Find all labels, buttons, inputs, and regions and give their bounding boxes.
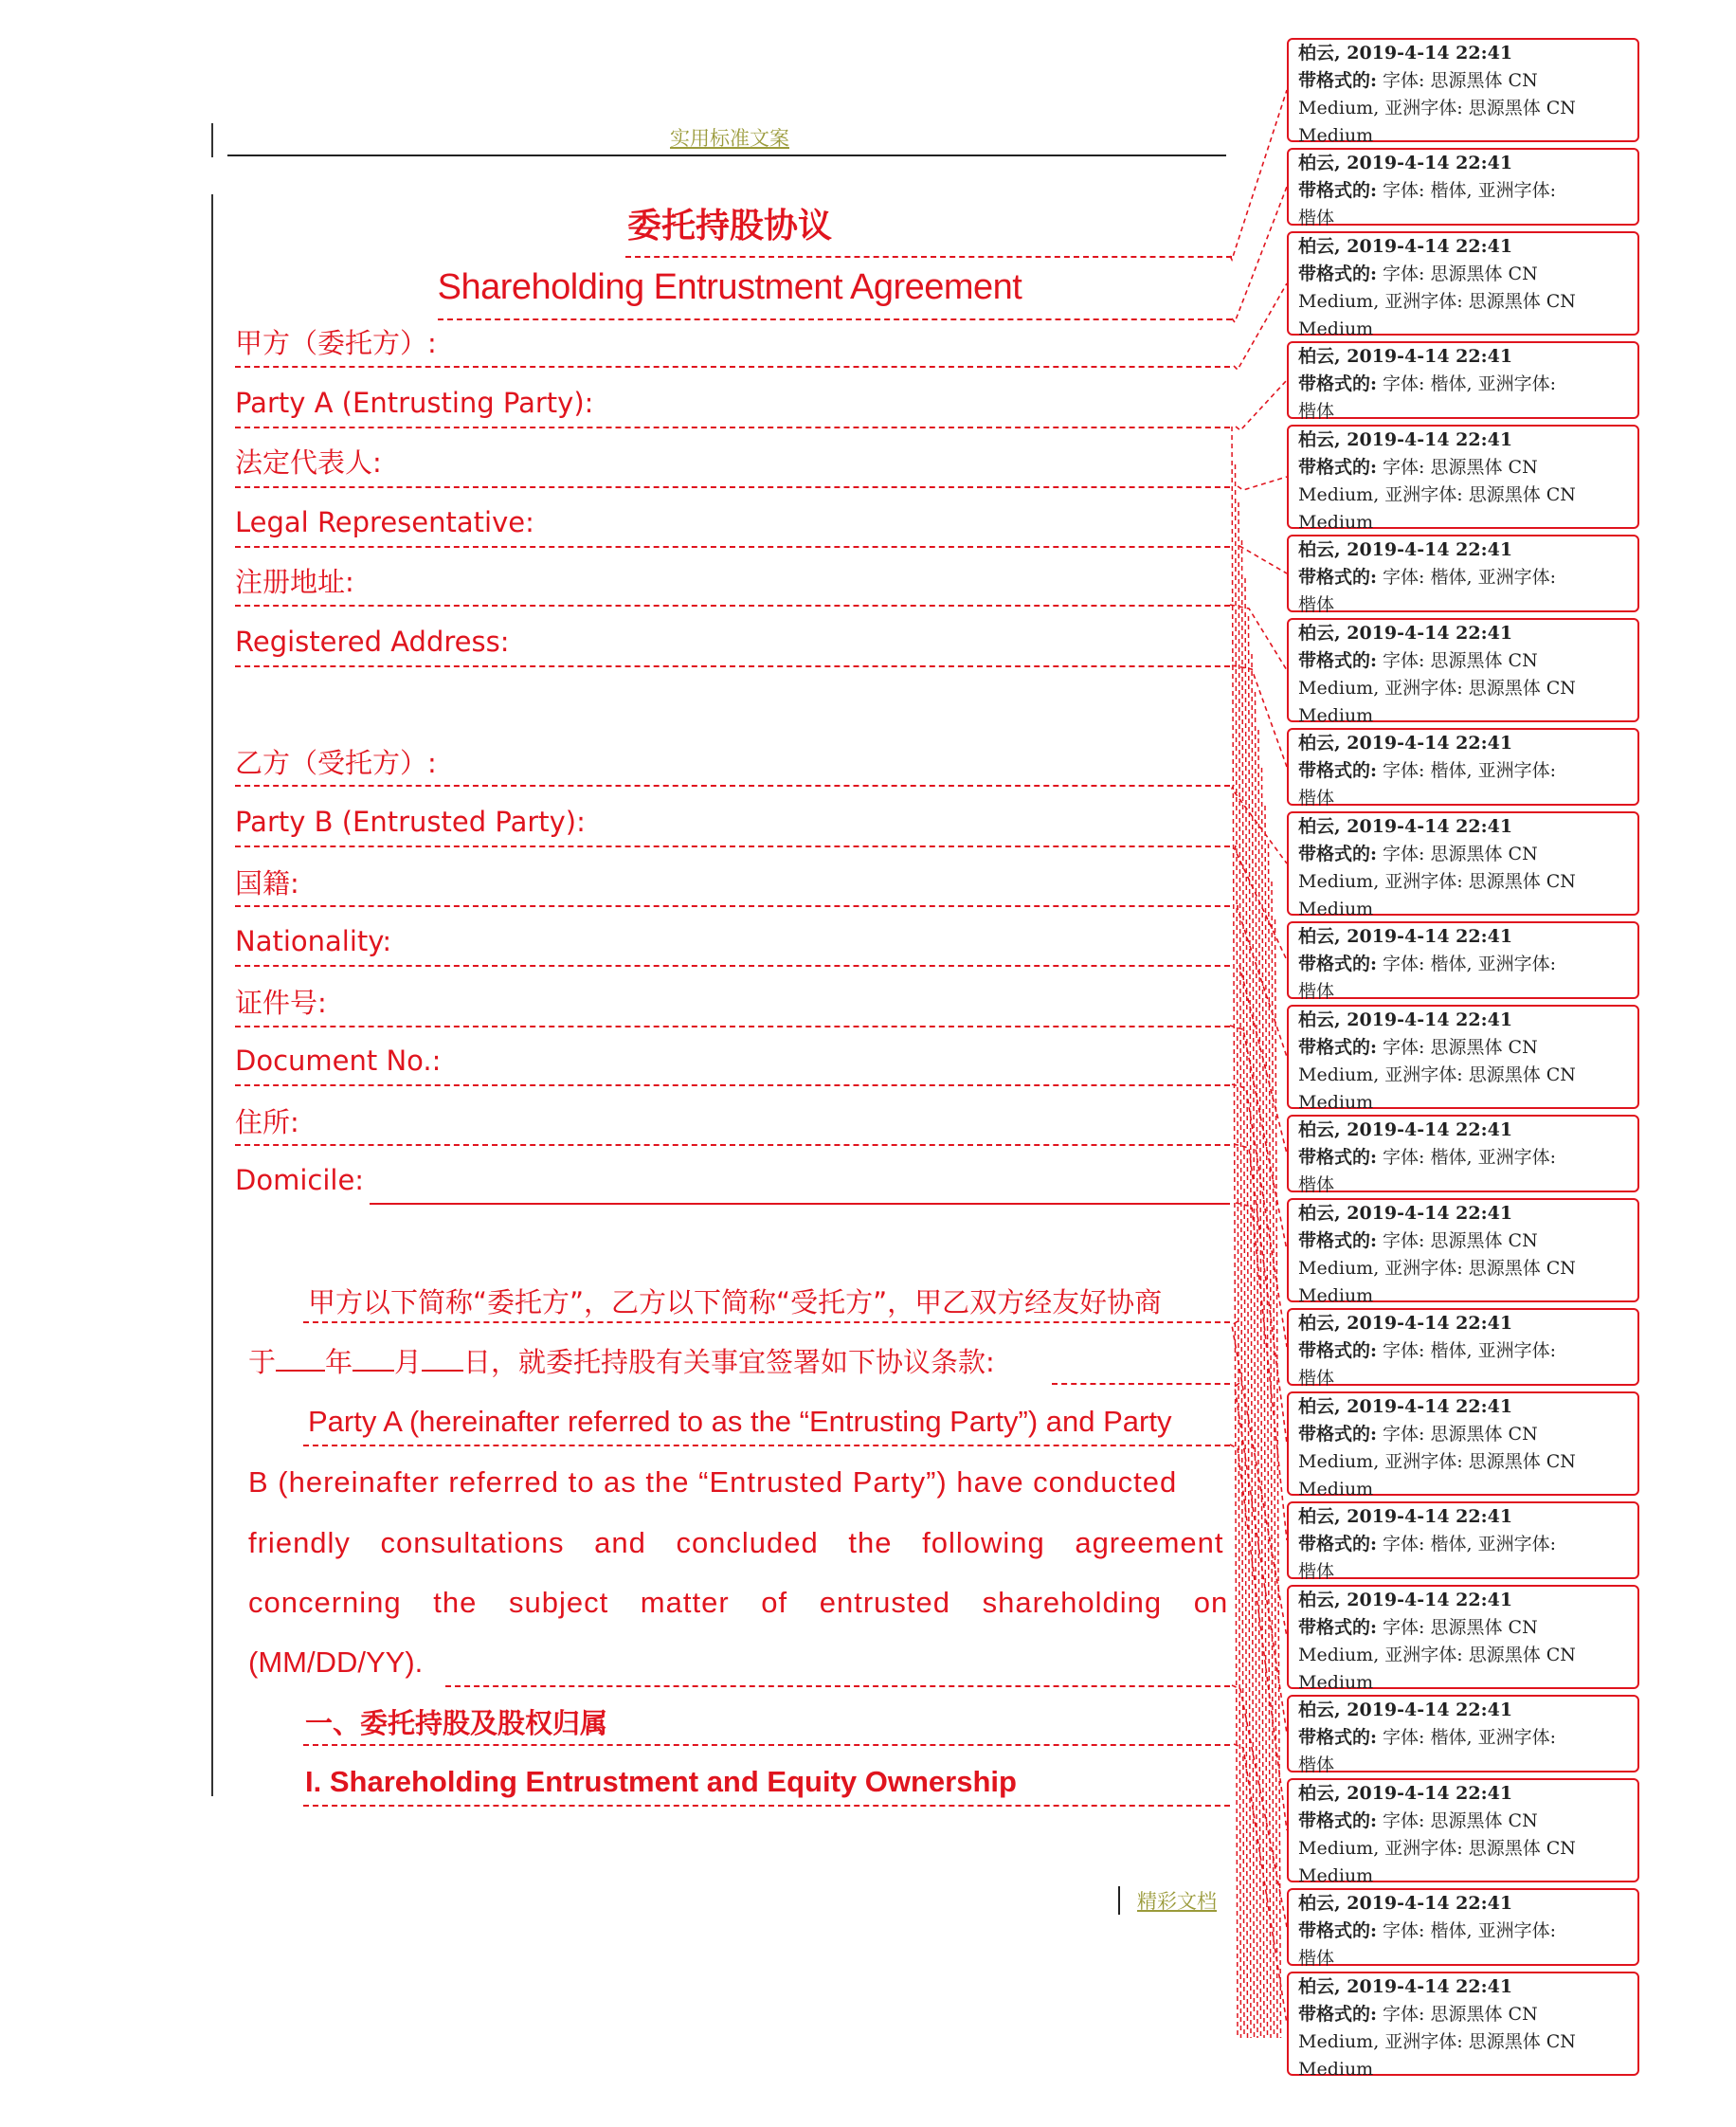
section1-heading-cn: 一、委托持股及股权归属	[305, 1707, 608, 1739]
title-english: Shareholding Entrustment Agreement	[437, 267, 1022, 307]
title-chinese: 委托持股协议	[626, 207, 832, 245]
comment-format-line: 带格式的: 字体: 楷体, 亚洲字体:	[1298, 373, 1556, 394]
preamble-en-line2: B (hereinafter referred to as the “Entrusted Party”) have conducted	[248, 1465, 1178, 1499]
comment-leader-line	[1245, 578, 1251, 2038]
comment-format-line: 带格式的: 字体: 楷体, 亚洲字体:	[1298, 567, 1556, 588]
comment-balloon[interactable]	[1287, 1972, 1639, 2080]
page-footer: 精彩文档	[1137, 1890, 1217, 1913]
comment-balloon[interactable]	[1287, 425, 1639, 533]
comment-format-line: Medium, 亚洲字体: 思源黑体 CN	[1298, 1258, 1576, 1279]
comment-leader-line	[1232, 1685, 1287, 1927]
comment-author-time: 柏云, 2019-4-14 22:41	[1298, 1119, 1513, 1140]
comment-leader-line	[1234, 1744, 1287, 2024]
comment-balloon[interactable]	[1287, 1585, 1639, 1693]
comment-leader-line	[1230, 1026, 1287, 1250]
comment-leader-line	[1235, 1383, 1287, 1734]
comment-leader-line	[1232, 427, 1238, 2038]
comment-balloon[interactable]	[1287, 341, 1639, 422]
comment-format-line: Medium	[1298, 2059, 1374, 2080]
comment-leader-line	[1236, 1203, 1287, 1540]
field-reg-address-en: Registered Address:	[235, 626, 510, 658]
comment-format-line: 带格式的: 字体: 楷体, 亚洲字体:	[1298, 954, 1556, 974]
comment-format-line: Medium	[1298, 1285, 1374, 1306]
comment-leader-line	[1230, 605, 1287, 670]
comment-leader-line	[1236, 380, 1287, 430]
comment-format-line: Medium	[1298, 899, 1374, 919]
comment-balloon[interactable]	[1287, 921, 1639, 1002]
comment-leader-line	[1242, 540, 1248, 2038]
comment-format-line: Medium	[1298, 1672, 1374, 1693]
field-document-no-cn: 证件号:	[235, 987, 327, 1019]
comment-format-line: Medium	[1298, 1865, 1374, 1886]
comment-format-line: 带格式的: 字体: 思源黑体 CN	[1298, 1230, 1538, 1251]
comment-author-time: 柏云, 2019-4-14 22:41	[1298, 1506, 1513, 1527]
comment-format-line: Medium, 亚洲字体: 思源黑体 CN	[1298, 2031, 1576, 2052]
field-domicile-en: Domicile:	[235, 1164, 365, 1196]
page-header: 实用标准文案	[670, 127, 789, 150]
preamble-en-line5: (MM/DD/YY).	[248, 1645, 424, 1679]
preamble-cn-line2: 于 年 月 日，就委托持股有关事宜签署如下协议条款:	[248, 1346, 995, 1378]
comment-balloon[interactable]	[1287, 148, 1639, 226]
comment-leader-line	[1239, 502, 1244, 2038]
field-legal-rep-en: Legal Representative:	[235, 506, 534, 538]
comment-format-line: 楷体	[1298, 788, 1335, 809]
comment-format-line: Medium, 亚洲字体: 思源黑体 CN	[1298, 1451, 1576, 1472]
comment-format-line: Medium	[1298, 1092, 1374, 1113]
comment-author-time: 柏云, 2019-4-14 22:41	[1298, 1976, 1513, 1997]
comment-balloon[interactable]	[1287, 618, 1639, 726]
comment-balloon[interactable]	[1287, 38, 1639, 146]
comment-format-line: 带格式的: 字体: 思源黑体 CN	[1298, 1424, 1538, 1445]
comment-format-line: Medium, 亚洲字体: 思源黑体 CN	[1298, 484, 1576, 505]
comment-format-line: 带格式的: 字体: 思源黑体 CN	[1298, 2004, 1538, 2025]
comment-leader-line	[1234, 1144, 1287, 1444]
field-party-b-cn: 乙方（受托方）:	[235, 747, 437, 779]
comment-format-line: 带格式的: 字体: 思源黑体 CN	[1298, 1037, 1538, 1058]
field-nationality-cn: 国籍:	[235, 867, 299, 900]
comment-leader-line	[1235, 845, 1287, 960]
left-change-bar	[211, 194, 213, 1796]
comment-format-line: 带格式的: 字体: 思源黑体 CN	[1298, 457, 1538, 478]
comment-format-line: Medium	[1298, 1479, 1374, 1500]
comment-author-time: 柏云, 2019-4-14 22:41	[1298, 926, 1513, 947]
comment-balloon[interactable]	[1287, 535, 1639, 615]
comment-format-line: 楷体	[1298, 1368, 1335, 1389]
comment-format-line: 带格式的: 字体: 楷体, 亚洲字体:	[1298, 1147, 1556, 1168]
comment-leader-line	[1239, 546, 1287, 573]
comment-author-time: 柏云, 2019-4-14 22:41	[1298, 733, 1513, 754]
comment-author-time: 柏云, 2019-4-14 22:41	[1298, 43, 1513, 64]
field-domicile-cn: 住所:	[235, 1106, 299, 1138]
comment-balloon[interactable]	[1287, 1888, 1639, 1969]
comment-format-line: Medium, 亚洲字体: 思源黑体 CN	[1298, 98, 1576, 118]
comment-leader-line	[1230, 1445, 1287, 1830]
comment-balloon[interactable]	[1287, 231, 1639, 339]
comment-author-time: 柏云, 2019-4-14 22:41	[1298, 1893, 1513, 1914]
comment-author-time: 柏云, 2019-4-14 22:41	[1298, 1700, 1513, 1720]
comment-format-line: Medium, 亚洲字体: 思源黑体 CN	[1298, 291, 1576, 312]
comment-author-time: 柏云, 2019-4-14 22:41	[1298, 1009, 1513, 1030]
comment-leader-line	[1262, 768, 1268, 2038]
comment-format-line: 楷体	[1298, 401, 1335, 422]
field-party-b-en: Party B (Entrusted Party):	[235, 806, 586, 838]
comment-balloon[interactable]	[1287, 1005, 1639, 1113]
comment-author-time: 柏云, 2019-4-14 22:41	[1298, 1203, 1513, 1224]
comment-format-line: 楷体	[1298, 981, 1335, 1002]
field-legal-rep-cn: 法定代表人:	[235, 446, 382, 479]
comment-leader-line	[1272, 882, 1277, 2038]
comment-leader-line	[1239, 965, 1287, 1154]
comment-format-line: Medium, 亚洲字体: 思源黑体 CN	[1298, 678, 1576, 699]
comment-balloon[interactable]	[1287, 1308, 1639, 1389]
section1-heading-en: I. Shareholding Entrustment and Equity Ownership	[305, 1765, 1017, 1798]
comment-format-line: 带格式的: 字体: 楷体, 亚洲字体:	[1298, 760, 1556, 781]
comment-format-line: 带格式的: 字体: 思源黑体 CN	[1298, 264, 1538, 284]
comment-format-line: 楷体	[1298, 594, 1335, 615]
comment-format-line: 带格式的: 字体: 思源黑体 CN	[1298, 1810, 1538, 1831]
field-party-a-cn: 甲方（委托方）:	[235, 327, 437, 359]
comment-author-time: 柏云, 2019-4-14 22:41	[1298, 539, 1513, 560]
comment-leader-line	[1258, 730, 1264, 2038]
comment-leader-line	[1236, 464, 1241, 2038]
comment-author-time: 柏云, 2019-4-14 22:41	[1298, 1313, 1513, 1334]
comment-leader-line	[1249, 616, 1255, 2038]
preamble-cn-line1: 甲方以下简称“委托方”，乙方以下简称“受托方”，甲乙双方经友好协商	[308, 1286, 1163, 1318]
comment-author-time: 柏云, 2019-4-14 22:41	[1298, 1783, 1513, 1804]
comment-leader-line	[1238, 477, 1287, 490]
field-reg-address-cn: 注册地址:	[235, 566, 354, 598]
comment-format-line: 楷体	[1298, 1754, 1335, 1775]
comment-balloon[interactable]	[1287, 1391, 1639, 1500]
header-rule	[227, 155, 1226, 156]
comment-format-line: Medium	[1298, 512, 1374, 533]
comment-balloon[interactable]	[1287, 1115, 1639, 1195]
comment-balloon[interactable]	[1287, 1198, 1639, 1306]
preamble-en-line3: friendly consultations and concluded the following agreement	[248, 1526, 1224, 1559]
comment-format-line: 带格式的: 字体: 楷体, 亚洲字体:	[1298, 1534, 1556, 1554]
preamble-en-line4: concerning the subject matter of entrusted shareholding on	[248, 1586, 1229, 1619]
comment-balloon[interactable]	[1287, 811, 1639, 919]
comment-leader-line	[1232, 187, 1287, 322]
comment-format-line: 带格式的: 字体: 思源黑体 CN	[1298, 650, 1538, 671]
comment-author-time: 柏云, 2019-4-14 22:41	[1298, 623, 1513, 644]
comment-leader-line	[1232, 1084, 1287, 1347]
comment-format-line: 带格式的: 字体: 楷体, 亚洲字体:	[1298, 1920, 1556, 1941]
comment-format-line: 楷体	[1298, 1174, 1335, 1195]
comment-format-line: Medium, 亚洲字体: 思源黑体 CN	[1298, 1838, 1576, 1859]
comment-balloon[interactable]	[1287, 1778, 1639, 1886]
comment-leader-line	[1232, 1321, 1287, 1637]
comment-leader-line	[1256, 692, 1261, 2038]
footer-change-bar	[1118, 1886, 1120, 1915]
comment-leader-line	[1238, 905, 1287, 1057]
preamble-en-line1: Party A (hereinafter referred to as the “Entrusting Party”) and Party	[308, 1405, 1172, 1438]
comment-leader-line	[1269, 844, 1275, 2038]
comment-format-line: 带格式的: 字体: 思源黑体 CN	[1298, 1617, 1538, 1638]
comment-author-time: 柏云, 2019-4-14 22:41	[1298, 236, 1513, 257]
left-change-bar-top	[211, 123, 213, 157]
field-party-a-en: Party A (Entrusting Party):	[235, 387, 594, 419]
comment-balloon[interactable]	[1287, 1501, 1639, 1582]
comment-leader-line	[1265, 806, 1271, 2038]
comment-format-line: Medium, 亚洲字体: 思源黑体 CN	[1298, 1645, 1576, 1665]
comment-leader-line	[1252, 654, 1257, 2038]
field-document-no-en: Document No.:	[235, 1045, 442, 1077]
comment-author-time: 柏云, 2019-4-14 22:41	[1298, 1396, 1513, 1417]
comment-format-line: 楷体	[1298, 1948, 1335, 1969]
comment-balloons	[1287, 38, 1643, 2080]
comment-author-time: 柏云, 2019-4-14 22:41	[1298, 153, 1513, 173]
field-nationality-en: Nationality:	[235, 925, 392, 957]
comment-format-line: 带格式的: 字体: 楷体, 亚洲字体:	[1298, 180, 1556, 201]
comment-format-line: Medium, 亚洲字体: 思源黑体 CN	[1298, 1064, 1576, 1085]
comment-author-time: 柏云, 2019-4-14 22:41	[1298, 1590, 1513, 1610]
comment-author-time: 柏云, 2019-4-14 22:41	[1298, 816, 1513, 837]
comment-format-line: 带格式的: 字体: 思源黑体 CN	[1298, 844, 1538, 864]
comment-author-time: 柏云, 2019-4-14 22:41	[1298, 429, 1513, 450]
comment-format-line: 带格式的: 字体: 楷体, 亚洲字体:	[1298, 1340, 1556, 1361]
comment-balloon[interactable]	[1287, 728, 1639, 809]
comment-leader-line	[1232, 785, 1287, 864]
comment-format-line: Medium, 亚洲字体: 思源黑体 CN	[1298, 871, 1576, 892]
comment-format-line: 楷体	[1298, 208, 1335, 228]
comment-format-line: 带格式的: 字体: 楷体, 亚洲字体:	[1298, 1727, 1556, 1748]
comment-format-line: Medium	[1298, 705, 1374, 726]
comment-format-line: Medium	[1298, 318, 1374, 339]
comment-author-time: 柏云, 2019-4-14 22:41	[1298, 346, 1513, 367]
comment-format-line: 带格式的: 字体: 思源黑体 CN	[1298, 70, 1538, 91]
comment-leader-line	[1234, 283, 1287, 370]
comment-leader-line	[1230, 90, 1287, 260]
comment-format-line: 楷体	[1298, 1561, 1335, 1582]
comment-balloon[interactable]	[1287, 1695, 1639, 1775]
comment-leader-line	[1275, 919, 1281, 2038]
comment-format-line: Medium	[1298, 125, 1374, 146]
comment-leader-line	[1232, 665, 1287, 767]
